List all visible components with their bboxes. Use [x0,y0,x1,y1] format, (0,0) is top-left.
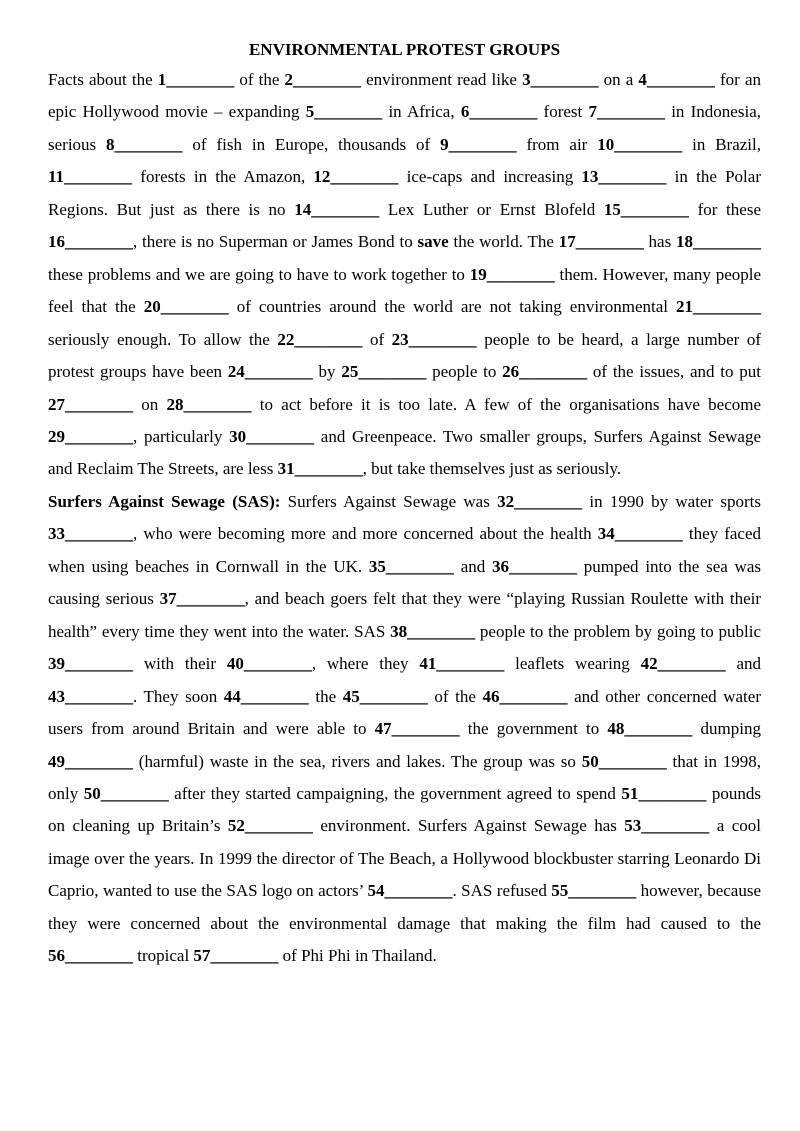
blank-gap: 23________ [391,329,477,349]
text-run: and [725,654,761,674]
blank-gap: 8________ [106,134,183,154]
blank-gap: 49________ [48,751,133,771]
text-run: , there is no Superman or James Bond to [133,232,418,252]
blank-gap: 16________ [48,232,133,252]
blank-gap: 19________ [469,264,555,284]
blank-gap: 33________ [48,524,133,544]
text-run: of fish in Europe, thousands of [182,134,441,154]
blank-gap: 54________ [367,881,453,901]
text-run: of countries around the world are not taking environmental [228,297,676,317]
text-run: forests in the Amazon, [132,167,314,187]
blank-gap: 35________ [368,556,454,576]
blank-gap: 53________ [624,816,710,836]
text-run: the government to [459,719,608,739]
blank-gap: 6________ [460,102,538,122]
blank-gap: 7________ [588,102,665,122]
text-run: pounds on cleaning up Britain’s [48,783,761,836]
blank-gap: 36________ [492,556,578,576]
blank-gap: 55________ [551,881,637,901]
blank-gap: 30________ [229,426,315,446]
blank-gap: 40________ [226,654,312,674]
text-run: . SAS refused [452,881,552,901]
text-run: of the [427,686,483,706]
text-run: Surfers Against Sewage was [280,491,498,511]
text-run: in 1990 by water sports [582,491,762,511]
blank-gap: 10________ [597,134,683,154]
text-run: forest [537,102,589,122]
blank-gap: 34________ [597,524,683,544]
blank-gap: 28________ [166,394,252,414]
blank-gap: 45________ [342,686,428,706]
text-run: of Phi Phi in Thailand. [278,946,437,966]
text-run: environment. Surfers Against Sewage has [312,816,625,836]
text-run: pumped into the sea was causing serious [48,556,761,609]
text-run: people to the problem by going to public [475,621,761,641]
text-run: for these [688,199,761,219]
blank-gap: 47________ [374,719,460,739]
text-run: people to [426,362,503,382]
text-run: to act before it is too late. A few of the organisations have become [251,394,762,414]
blank-gap: 44________ [223,686,309,706]
text-run: , who were becoming more and more concerned about the health [133,524,598,544]
text-run: has [643,232,676,252]
blank-gap: 26________ [502,362,588,382]
blank-gap: 37________ [159,589,245,609]
blank-gap: 43________ [48,686,133,706]
text-run: that in 1998, only [48,751,762,803]
text-run: , where they [311,654,420,674]
blank-gap: 29________ [48,426,133,446]
blank-gap: 2________ [284,70,361,89]
text-run: leaflets wearing [504,654,641,674]
text-run: , but take themselves just as seriously. [362,459,622,479]
blank-gap: 52________ [227,816,313,836]
blank-gap: 51________ [621,783,707,803]
text-run: on [133,394,167,414]
blank-gap: 46________ [482,686,568,706]
blank-gap: 5________ [305,102,383,122]
text-run: . They soon [133,686,224,706]
text-run: in the Polar Regions. But just as there is no [48,167,761,219]
text-run: of the [234,70,285,89]
blank-gap: 14________ [294,199,380,219]
text-run: of the issues, and to put [587,362,761,382]
text-run: on a [598,70,639,89]
text-run: the [308,686,343,706]
blank-gap: 22________ [277,329,363,349]
text-run: and Greenpeace. Two smaller groups, Surfers Against Sewage and Reclaim The Streets, are less [48,426,761,479]
text-run: , and beach goers felt that they were “playing Russian Roulette with their health” every time they went into the water. SAS [48,589,762,641]
text-run: Facts about the [48,70,158,89]
text-run: ice-caps and increasing [398,167,582,187]
text-run: (harmful) waste in the sea, rivers and lakes. The group was so [133,751,582,771]
worksheet-page [48,36,761,973]
blank-gap: 39________ [48,654,133,674]
text-run: dumping [692,719,761,739]
text-run: , particularly [133,426,230,446]
blank-gap: 50________ [581,751,667,771]
text-run: after they started campaigning, the government agreed to spend [168,783,622,803]
text-run: these problems and we are going to have to work together to [48,264,470,284]
blank-gap: 1________ [157,70,235,89]
text-run: however, because they were concerned about the environmental damage that making the film had caused to the [48,881,761,933]
text-run: of [362,329,392,349]
text-run: they faced when using beaches in Cornwall in the UK. [48,524,761,576]
text-run: Lex Luther or Ernst Blofeld [379,199,604,219]
blank-gap: 42________ [640,654,726,674]
blank-gap: 48________ [607,719,693,739]
page-title: ENVIRONMENTAL PROTEST GROUPS [248,40,561,59]
blank-gap: 24________ [227,362,313,382]
text-run: by [312,362,342,382]
text-run: them. However, many people feel that the [48,264,762,317]
blank-gap: 12________ [313,167,399,187]
text-run: the world. The [448,232,559,252]
text-run: with their [133,654,227,674]
text-run: in Indonesia, serious [48,102,761,154]
blank-gap: 20________ [143,297,229,317]
blank-gap: 32________ [497,491,583,511]
blank-gap: 38________ [390,621,476,641]
bold-text: Surfers Against Sewage (SAS): [48,491,281,511]
text-run: from air [516,134,598,154]
blank-gap: 11________ [48,167,133,187]
blank-gap: 41________ [419,654,505,674]
text-run: tropical [133,946,194,966]
blank-gap: 25________ [341,362,427,382]
blank-gap: 56________ [48,946,133,966]
intro-paragraph [48,64,761,486]
text-run: and other concerned water users from around Britain and were able to [48,686,761,739]
sas-paragraph [48,486,761,973]
text-run: environment read like [360,70,523,89]
blank-gap: 50________ [83,783,169,803]
text-run: and [453,556,493,576]
blank-gap: 31________ [277,459,363,479]
text-run: seriously enough. To allow the [48,329,278,349]
text-run: people to be heard, a large number of protest groups have been [48,329,762,382]
blank-gap: 15________ [603,199,689,219]
blank-gap: 13________ [581,167,667,187]
text-run: a cool image over the years. In 1999 the director of The Beach, a Hollywood blockbuster starring Leonardo Di Caprio, wanted to use the SAS logo on actors’ [48,816,761,901]
blank-gap: 21________ [675,297,761,317]
text-run: for an epic Hollywood movie – expanding [48,70,761,122]
blank-gap: 9________ [440,134,517,154]
blank-gap: 18________ [676,232,761,252]
blank-gap: 17________ [558,232,644,252]
blank-gap: 57________ [193,946,279,966]
text-run: in Africa, [382,102,461,122]
blank-gap: 27________ [48,394,133,414]
blank-gap: 3________ [522,70,599,89]
text-run: in Brazil, [682,134,761,154]
blank-gap: 4________ [638,70,715,89]
bold-text: save [417,232,449,252]
